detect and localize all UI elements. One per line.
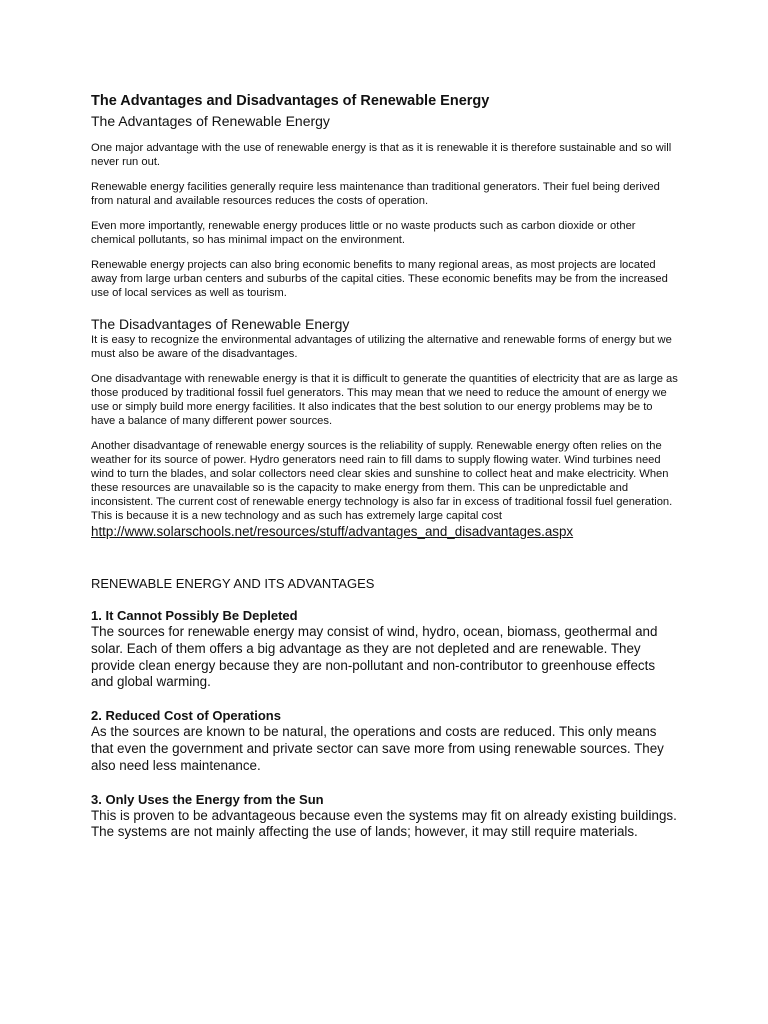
advantage-body: The sources for renewable energy may consist of wind, hydro, ocean, biomass, geothermal and solar. Each of them offers a big advantage as they are not depleted and are renewable. They provide clean energy because they are non-pollutant and non-contributor to greenhouse effects and global warming. [91,624,658,690]
paragraph: It is easy to recognize the environmental advantages of utilizing the alternative and renewable forms of energy but we must also be aware of the disadvantages. [91,334,672,360]
paragraph: Renewable energy projects can also bring economic benefits to many regional areas, as most projects are located away from large urban centers and suburbs of the capital cities. These economic benefits may be from the increased use of local services as well as tourism. [91,259,668,299]
advantage-heading: 2. Reduced Cost of Operations [91,708,281,724]
advantage-item [91,792,679,842]
advantage-body: This is proven to be advantageous because even the systems may fit on already existing buildings. The systems are not mainly affecting the use of lands; however, it may still require materials. [91,807,677,840]
document-title: The Advantages and Disadvantages of Renewable Energy [91,93,490,109]
section-title: RENEWABLE ENERGY AND ITS ADVANTAGES [91,576,375,591]
advantage-body: As the sources are known to be natural, the operations and costs are reduced. This only means that even the government and private sector can save more from using renewable sources. They also need less maintenance. [91,724,664,773]
advantage-item [91,708,679,774]
paragraph: Renewable energy facilities generally require less maintenance than traditional generators. Their fuel being derived from natural and available resources reduces the costs of operation. [91,181,660,207]
advantage-item [91,608,679,691]
paragraph: Even more importantly, renewable energy produces little or no waste products such as carbon dioxide or other chemical pollutants, so has minimal impact on the environment. [91,220,636,246]
advantage-heading: 1. It Cannot Possibly Be Depleted [91,608,298,623]
source-link[interactable]: http://www.solarschools.net/resources/stuff/advantages_and_disadvantages.aspx [91,524,574,539]
advantages-heading: The Advantages of Renewable Energy [91,113,330,129]
disadvantages-heading: The Disadvantages of Renewable Energy [91,316,350,332]
paragraph: One major advantage with the use of renewable energy is that as it is renewable it is therefore sustainable and so will never run out. [91,142,672,168]
paragraph: One disadvantage with renewable energy is that it is difficult to generate the quantities of electricity that are as large as those produced by traditional fossil fuel generators. This may mean that we need to reduce the amount of energy we use or simply build more energy facilities. It also indicates that the best solution to our energy problems may be to have a balance of many different power sources. [91,373,678,427]
document-body [91,92,679,858]
paragraph: Another disadvantage of renewable energy sources is the reliability of supply. Renewable energy often relies on the weather for its source of power. Hydro generators need rain to fill dams to supply flowing water. Wind turbines need wind to turn the blades, and solar collectors need clear skies and sunshine to collect heat and make electricity. When these resources are unavailable so is the capacity to make energy from them. This can be unpredictable and inconsistent. The current cost of renewable energy technology is also far in excess of traditional fossil fuel generation. This is because it is a new technology and as such has extremely large capital cost [91,440,673,522]
advantage-heading: 3. Only Uses the Energy from the Sun [91,791,324,807]
